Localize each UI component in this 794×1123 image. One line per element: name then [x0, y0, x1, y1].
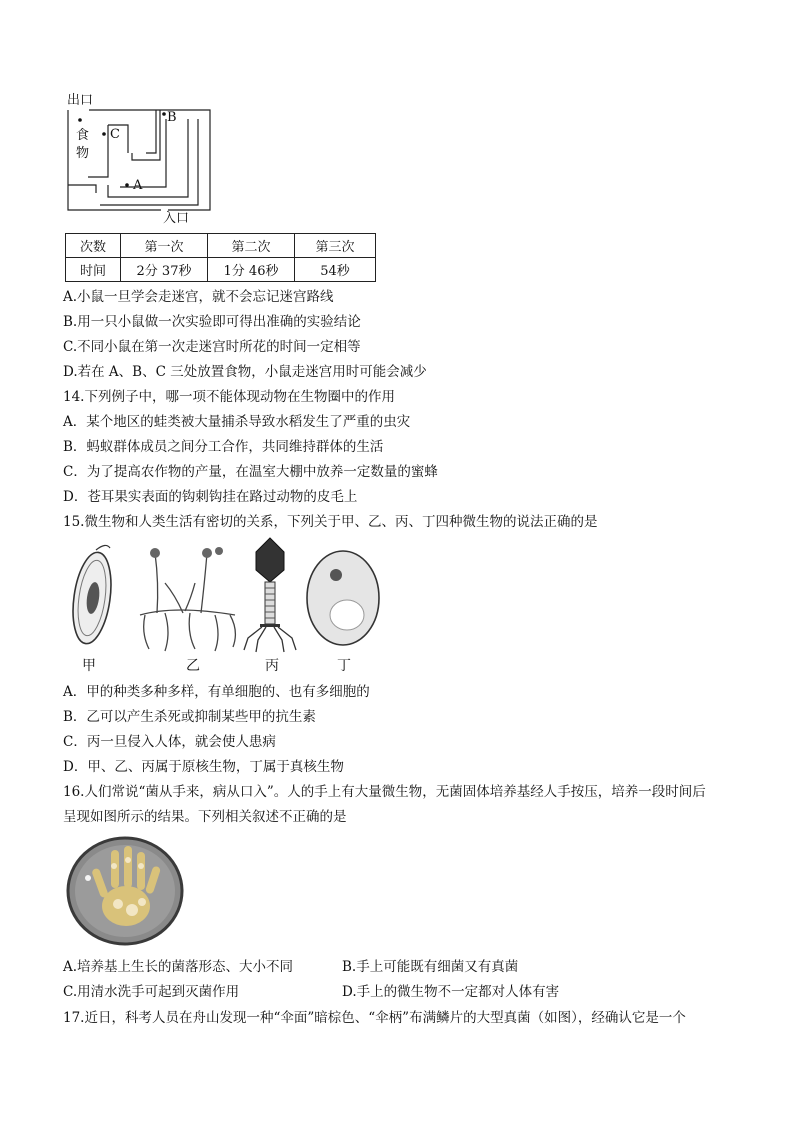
table-row: [66, 258, 376, 282]
figure-label-yi: 乙: [186, 658, 200, 674]
table-cell: 次数: [66, 234, 121, 258]
maze-point-c-dot: [102, 132, 106, 136]
figure-label-ding: 丁: [337, 658, 351, 674]
bacterium-illustration: [62, 540, 122, 650]
table-cell: 第二次: [208, 234, 295, 258]
maze-point-c-label: C: [110, 127, 120, 142]
table-cell: 第一次: [121, 234, 208, 258]
figure-label-jia: 甲: [82, 658, 96, 674]
maze-entrance-label: 入口: [163, 211, 190, 226]
q17-stem-line-1: 17.近日，科考人员在舟山发现一种“伞面”暗棕色、“伞柄”布满鳞片的大型真菌（如图），经确认它是一个: [63, 1010, 686, 1026]
q13-option-c: C.不同小鼠在第一次走迷宫时所花的时间一定相等: [63, 339, 361, 355]
table-cell: 1分 46秒: [208, 258, 295, 282]
q15-option-a: A．甲的种类多种多样，有单细胞的、也有多细胞的: [63, 684, 370, 700]
table-cell: 2分 37秒: [121, 258, 208, 282]
q15-option-b: B．乙可以产生杀死或抑制某些甲的抗生素: [63, 709, 316, 725]
q14-stem: 14.下列例子中，哪一项不能体现动物在生物圈中的作用: [63, 389, 395, 405]
maze-food-dot: [78, 118, 82, 122]
petri-dish-illustration: [66, 836, 184, 946]
q13-option-b: B.用一只小鼠做一次实验即可得出准确的实验结论: [63, 314, 361, 330]
q16-stem-line-1: 16.人们常说“菌从手来，病从口入”。人的手上有大量微生物，无菌固体培养基经人手按压，培养一段时间后: [63, 784, 706, 800]
q15-stem: 15.微生物和人类生活有密切的关系，下列关于甲、乙、丙、丁四种微生物的说法正确的是: [63, 514, 598, 530]
maze-food-label-1: 食: [76, 128, 90, 143]
q14-option-c: C．为了提高农作物的产量，在温室大棚中放养一定数量的蜜蜂: [63, 464, 438, 480]
maze-point-b-label: B: [167, 110, 177, 125]
maze-food-label-2: 物: [76, 146, 90, 161]
mold-illustration: [135, 543, 245, 655]
figure-label-bing: 丙: [265, 658, 279, 674]
table-row: [66, 234, 376, 258]
q16-option-d: D.手上的微生物不一定都对人体有害: [342, 984, 560, 1000]
q15-option-c: C．丙一旦侵入人体，就会使人患病: [63, 734, 276, 750]
table-cell: 时间: [66, 258, 121, 282]
q15-option-d: D．甲、乙、丙属于原核生物，丁属于真核生物: [63, 759, 344, 775]
maze-point-a-dot: [125, 183, 129, 187]
table-cell: 第三次: [295, 234, 376, 258]
maze-point-b-dot: [162, 112, 166, 116]
trial-time-table: [65, 233, 376, 282]
maze-exit-label: 出口: [67, 93, 94, 108]
q16-option-b: B.手上可能既有细菌又有真菌: [342, 959, 519, 975]
q13-option-a: A.小鼠一旦学会走迷宫，就不会忘记迷宫路线: [63, 289, 334, 305]
q14-option-a: A．某个地区的蛙类被大量捕杀导致水稻发生了严重的虫灾: [63, 414, 411, 430]
q14-option-b: B．蚂蚁群体成员之间分工合作，共同维持群体的生活: [63, 439, 384, 455]
q13-option-d: D.若在 A、B、C 三处放置食物，小鼠走迷宫用时可能会减少: [63, 364, 427, 380]
yeast-illustration: [303, 547, 383, 649]
q16-option-c: C.用清水洗手可起到灭菌作用: [63, 984, 240, 1000]
q16-stem-line-2: 呈现如图所示的结果。下列相关叙述不正确的是: [63, 809, 347, 825]
q16-option-a: A.培养基上生长的菌落形态、大小不同: [63, 959, 294, 975]
table-cell: 54秒: [295, 258, 376, 282]
q14-option-d: D．苍耳果实表面的钩刺钩挂在路过动物的皮毛上: [63, 489, 358, 505]
maze-point-a-label: A: [133, 178, 143, 193]
virus-illustration: [240, 536, 300, 654]
